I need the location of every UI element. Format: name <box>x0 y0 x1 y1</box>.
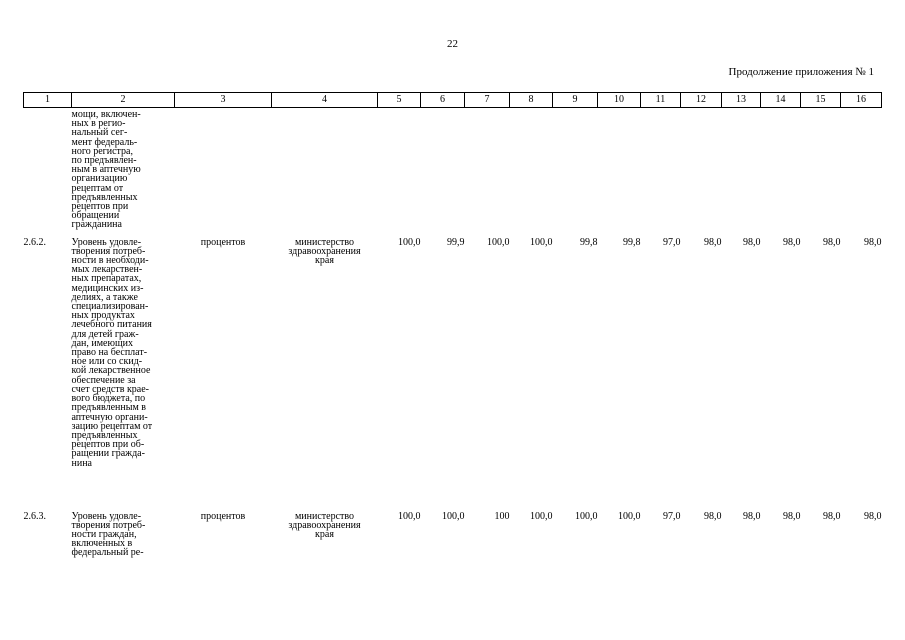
column-header: 12 <box>681 93 722 108</box>
value-cell: 100,0 <box>398 236 421 248</box>
table-row <box>24 504 882 558</box>
indicator-name: мощи, включен- ных в регио- нальный сег- мент федераль- ного регистра, по предъявлен- ным в аптечную организацию рецептам от предъявленных рецептов при обращении гражданина <box>71 109 141 231</box>
value-cell: 98,0 <box>823 510 841 522</box>
row-number: 2.6.3. <box>23 510 46 522</box>
value-cell: 100,0 <box>398 510 421 522</box>
value-cell: 98,0 <box>864 236 882 248</box>
column-header: 4 <box>272 93 378 108</box>
value-cell: 99,8 <box>580 236 598 248</box>
column-header: 11 <box>641 93 681 108</box>
value-cell: 98,0 <box>783 510 801 522</box>
value-cell: 98,0 <box>704 510 722 522</box>
value-cell: 98,0 <box>783 236 801 248</box>
value-cell: 98,0 <box>743 236 761 248</box>
value-cell: 98,0 <box>864 510 882 522</box>
unit-cell: процентов <box>200 510 246 522</box>
row-number: 2.6.2. <box>23 236 46 248</box>
value-cell: 100,0 <box>487 236 510 248</box>
value-cell: 98,0 <box>704 236 722 248</box>
executor-cell: министерство здравоохранения края <box>288 236 361 267</box>
value-cell: 97,0 <box>663 236 681 248</box>
column-numbers-row <box>24 93 882 108</box>
indicator-name: Уровень удовле- творения потреб- ности в необходи- мых лекарствен- ных препаратах, медицинских из- делиях, а также специализирован- ных продуктах лечебного питания для детей граж- дан, имеющих право на бесплат- ное или со скид- кой лекарственное обеспечение за счет средств крае- вого бюджета, по предъявленным в аптечную органи- зацию рецептам от предъявленных рецептов при об- ращении гражда- нина <box>71 236 153 469</box>
column-header: 5 <box>378 93 421 108</box>
value-cell: 100,0 <box>530 510 553 522</box>
column-header: 8 <box>510 93 553 108</box>
value-cell: 97,0 <box>663 510 681 522</box>
value-cell: 99,8 <box>623 236 641 248</box>
continuation-label: Продолжение приложения № 1 <box>728 66 874 78</box>
executor-cell: министерство здравоохранения края <box>288 510 361 541</box>
column-header: 1 <box>24 93 72 108</box>
value-cell: 100,0 <box>530 236 553 248</box>
column-header: 6 <box>421 93 465 108</box>
column-header: 15 <box>801 93 841 108</box>
column-header: 10 <box>598 93 641 108</box>
value-cell: 98,0 <box>823 236 841 248</box>
value-cell: 98,0 <box>743 510 761 522</box>
column-header: 16 <box>841 93 882 108</box>
value-cell: 100,0 <box>575 510 598 522</box>
value-cell: 100 <box>494 510 510 522</box>
column-header: 2 <box>72 93 175 108</box>
column-header: 14 <box>761 93 801 108</box>
indicator-name: Уровень удовле- творения потреб- ности граждан, включенных в федеральный ре- <box>71 510 146 559</box>
column-header: 9 <box>553 93 598 108</box>
continued-row <box>24 108 882 230</box>
unit-cell: процентов <box>200 236 246 248</box>
value-cell: 100,0 <box>442 510 465 522</box>
table-row <box>24 230 882 504</box>
page-number: 22 <box>447 38 458 50</box>
column-header: 3 <box>175 93 272 108</box>
value-cell: 100,0 <box>618 510 641 522</box>
column-header: 13 <box>722 93 761 108</box>
indicators-table <box>23 92 882 558</box>
value-cell: 99,9 <box>447 236 465 248</box>
column-header: 7 <box>465 93 510 108</box>
